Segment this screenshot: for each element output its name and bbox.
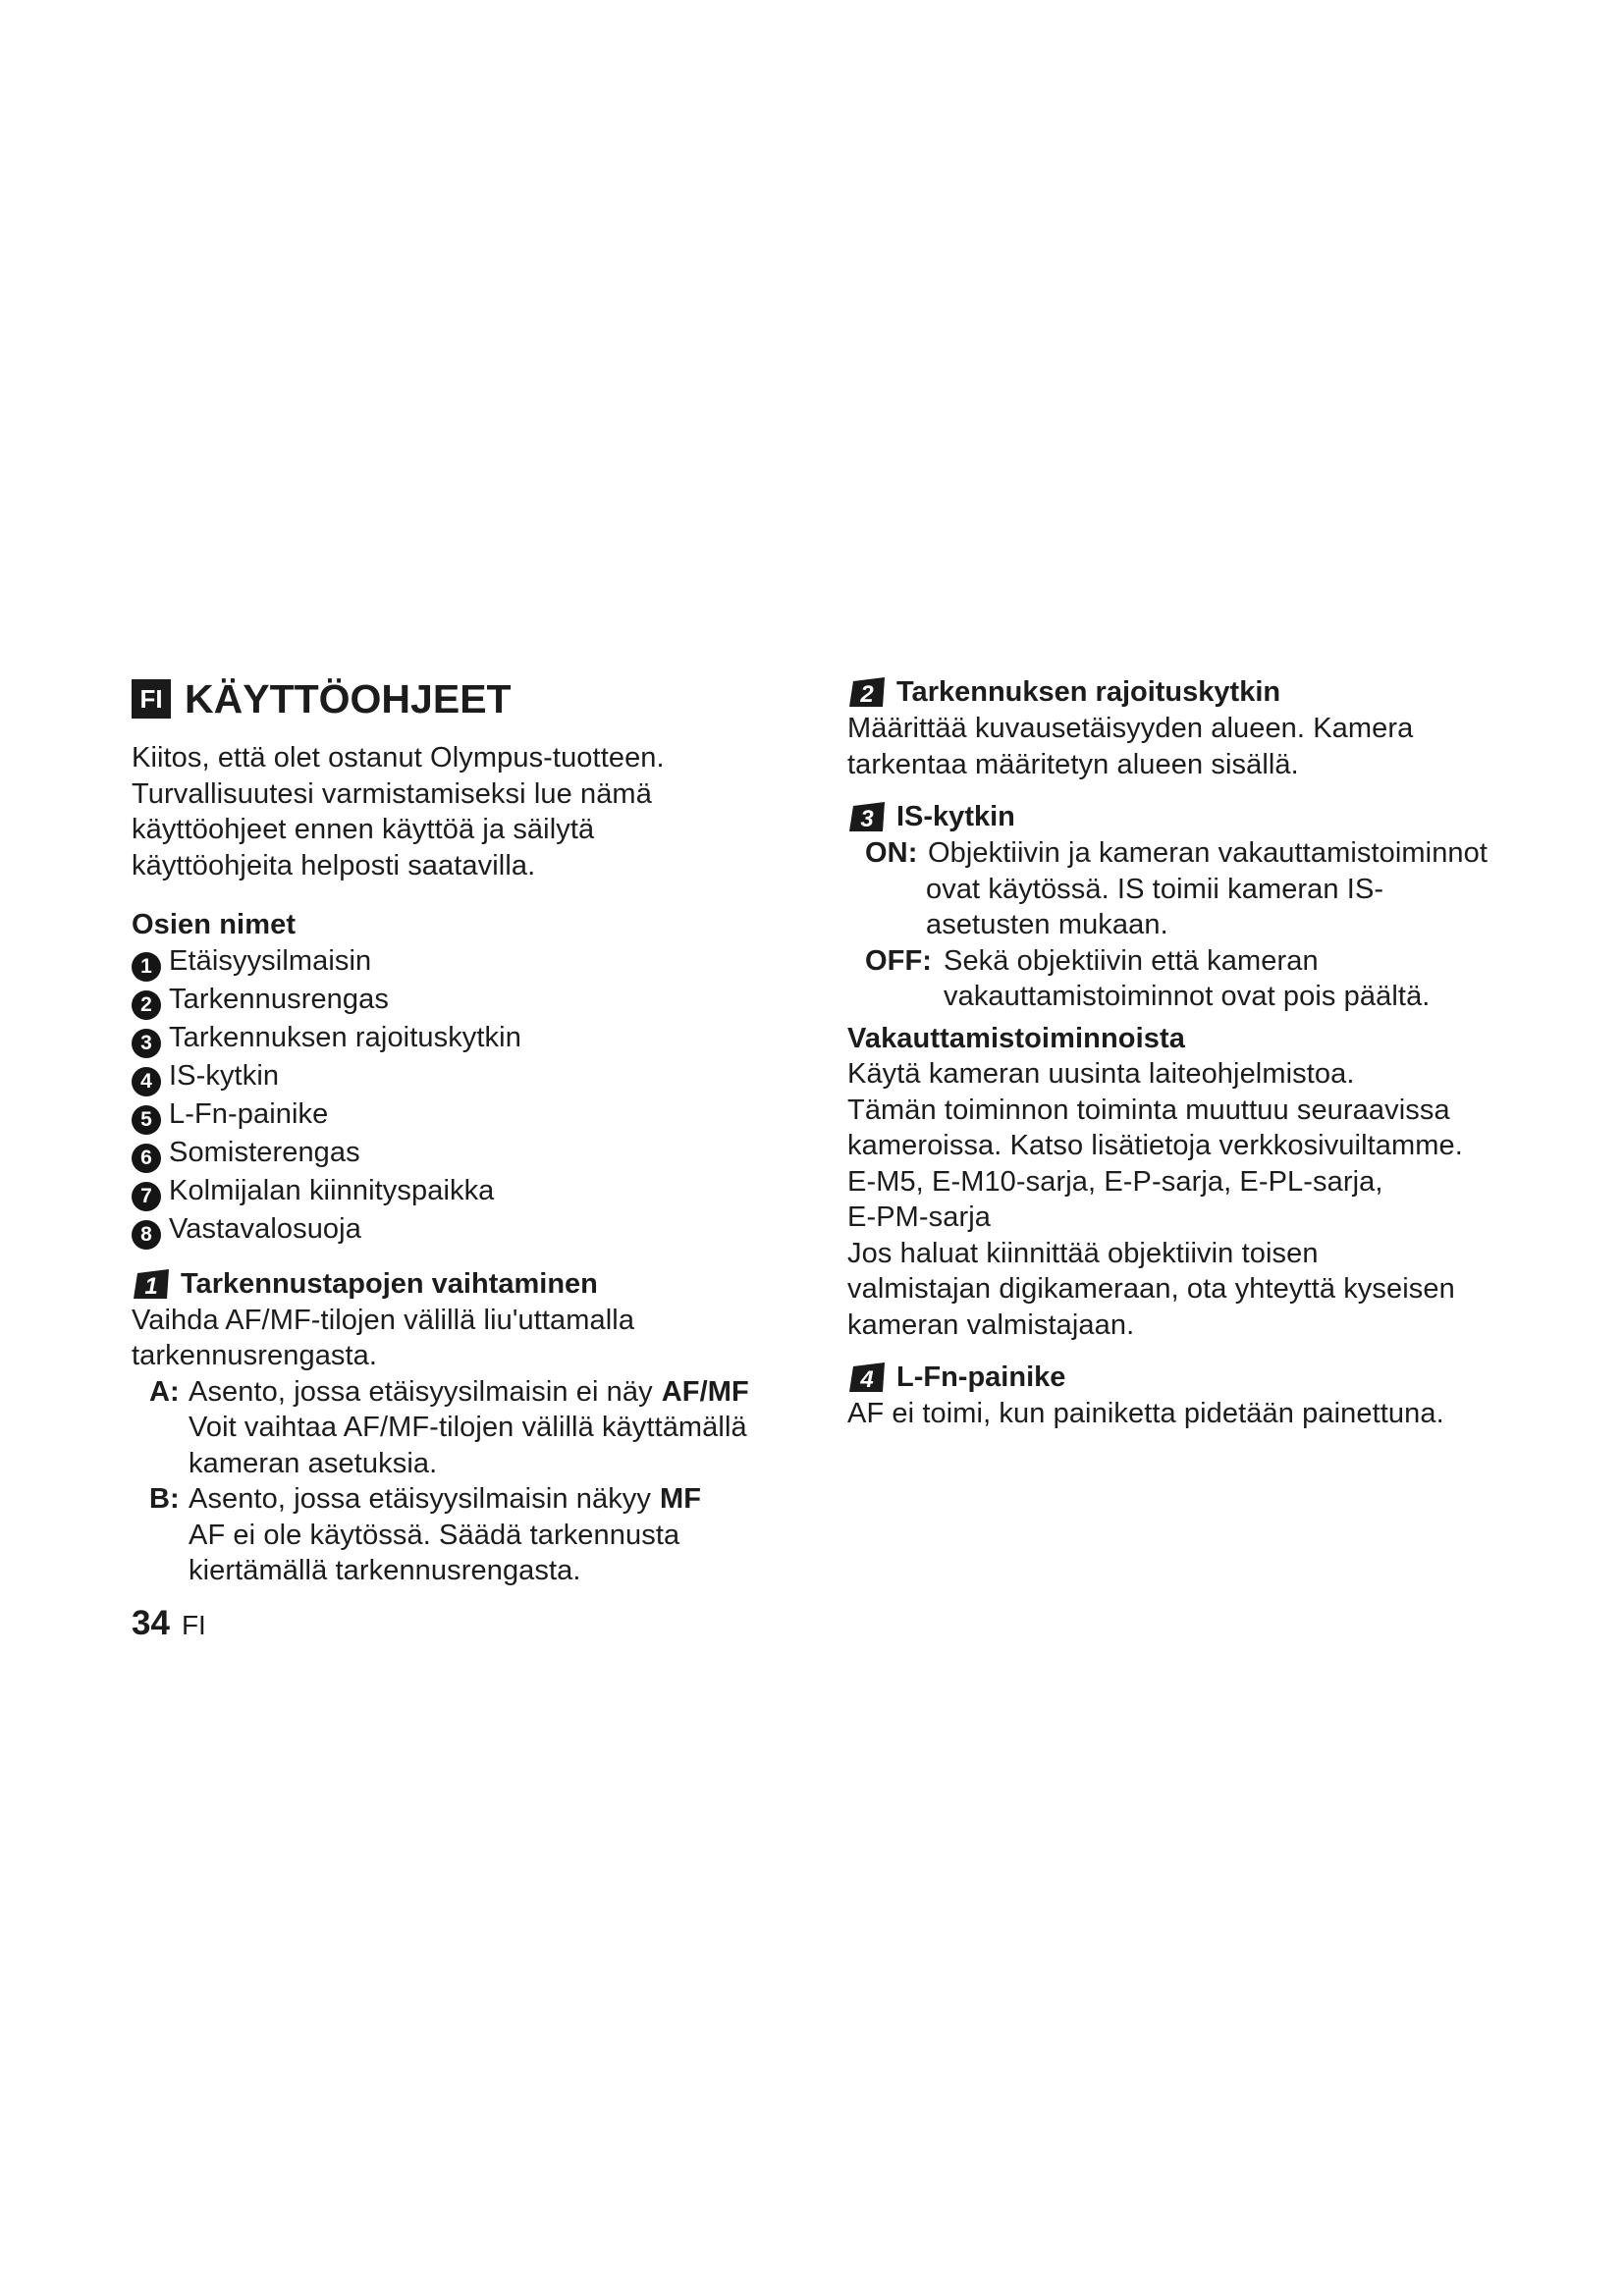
- intro-line: Kiitos, että olet ostanut Olympus-tuotteen.: [132, 742, 665, 774]
- intro-line: Turvallisuutesi varmistamiseksi lue nämä: [132, 777, 652, 810]
- option-off-label: OFF:: [865, 944, 933, 977]
- part-label: Etäisyysilmaisin: [169, 944, 372, 977]
- body-line: kameran valmistajaan.: [847, 1308, 1135, 1341]
- option-off-text: Sekä objektiivin että kameran: [944, 944, 1319, 977]
- option-on-line: asetusten mukaan.: [926, 909, 1168, 940]
- list-item: [132, 1173, 819, 1211]
- option-b-line: AF ei ole käytössä. Säädä tarkennusta: [189, 1519, 680, 1551]
- part-label: Kolmijalan kiinnityspaikka: [169, 1174, 495, 1206]
- number-badge-icon: 4: [132, 1067, 161, 1096]
- option-b-bold: MF: [660, 1483, 702, 1515]
- part-label: Tarkennusrengas: [169, 983, 389, 1015]
- step-number: 1: [144, 1272, 158, 1300]
- list-item: [132, 943, 819, 982]
- step-1-icon: [132, 1267, 171, 1301]
- body-line: Määrittää kuvausetäisyyden alueen. Kamera: [847, 713, 1414, 744]
- option-on-line: ovat käytössä. IS toimii kameran IS-: [926, 873, 1384, 905]
- part-label: IS-kytkin: [169, 1059, 280, 1092]
- body-line: Käytä kameran uusinta laiteohjelmistoa.: [847, 1058, 1355, 1090]
- number-badge-icon: 2: [132, 990, 161, 1020]
- intro-line: käyttöohjeet ennen käyttöä ja säilytä: [132, 814, 595, 845]
- title-text: KÄYTTÖOHJEET: [185, 676, 512, 721]
- option-on-text: Objektiivin ja kameran vakauttamistoiminnot: [928, 837, 1489, 869]
- list-item: [132, 982, 819, 1020]
- option-off-line: vakauttamistoiminnot ovat pois päältä.: [944, 981, 1431, 1012]
- body-line: E-PM-sarja: [847, 1201, 992, 1233]
- left-column: [132, 673, 819, 1589]
- right-column: [847, 673, 1525, 1432]
- part-label: L-Fn-painike: [169, 1097, 329, 1130]
- number-badge-icon: 6: [132, 1144, 161, 1173]
- list-item: [132, 1096, 819, 1135]
- option-a-text: Asento, jossa etäisyysilmaisin ei näy: [189, 1375, 653, 1408]
- step-3-icon: [847, 800, 887, 833]
- section-heading-text: IS-kytkin: [896, 801, 1015, 832]
- option-b-line: kiertämällä tarkennusrengasta.: [189, 1555, 581, 1586]
- option-off: [847, 943, 1525, 980]
- number-badge-icon: 7: [132, 1182, 161, 1211]
- language-code: FI: [181, 1610, 206, 1640]
- body-line: tarkennusrengasta.: [132, 1340, 378, 1371]
- body-line: Jos haluat kiinnittää objektiivin toisen: [847, 1237, 1319, 1269]
- section-heading-is-switch: [847, 798, 1525, 835]
- page-footer: [132, 1604, 206, 1643]
- number-badge-icon: 3: [132, 1029, 161, 1058]
- intro-paragraph: [132, 740, 819, 883]
- option-on: [847, 835, 1525, 872]
- option-a-line: Voit vaihtaa AF/MF-tilojen välillä käyttämällä: [189, 1412, 747, 1443]
- section-heading-focus-limiter: [847, 673, 1525, 711]
- body-line: tarkentaa määritetyn alueen sisällä.: [847, 748, 1299, 780]
- section-heading-focus-mode: [132, 1265, 819, 1303]
- option-on-label: ON:: [865, 837, 918, 869]
- step-2-icon: [847, 675, 887, 709]
- option-b-label: B:: [149, 1483, 180, 1515]
- section-heading-text: Tarkennuksen rajoituskytkin: [896, 676, 1281, 708]
- section-heading-l-fn-button: [847, 1359, 1525, 1396]
- option-a: [132, 1374, 819, 1411]
- list-item: [132, 1135, 819, 1173]
- body-line: E-M5, E-M10-sarja, E-P-sarja, E-PL-sarja,: [847, 1165, 1383, 1198]
- body-line: Vaihda AF/MF-tilojen välillä liu'uttamalla: [132, 1304, 635, 1336]
- part-label: Vastavalosuoja: [169, 1212, 361, 1245]
- parts-heading: Osien nimet: [132, 909, 297, 940]
- page-title: [132, 673, 819, 724]
- stabilization-paragraph: [847, 1056, 1525, 1343]
- option-a-bold: AF/MF: [661, 1375, 749, 1408]
- option-b: [132, 1481, 819, 1518]
- page-number: 34: [132, 1604, 170, 1642]
- step-number: 4: [860, 1366, 874, 1393]
- body-line: Tämän toiminnon toiminta muuttuu seuraavissa: [847, 1094, 1450, 1126]
- number-badge-icon: 8: [132, 1220, 161, 1250]
- number-badge-icon: 1: [132, 952, 161, 982]
- body-line: AF ei toimi, kun painiketta pidetään painettuna.: [847, 1398, 1444, 1429]
- option-a-line: kameran asetuksia.: [189, 1447, 438, 1479]
- option-b-text: Asento, jossa etäisyysilmaisin näkyy: [189, 1483, 652, 1515]
- step-number: 2: [860, 681, 874, 708]
- language-flag-badge: FI: [132, 679, 171, 719]
- parts-list: [132, 943, 819, 1250]
- list-item: [132, 1058, 819, 1096]
- step-number: 3: [860, 806, 874, 832]
- option-a-label: A:: [149, 1375, 180, 1408]
- stabilization-heading: Vakauttamistoiminnoista: [847, 1022, 1185, 1054]
- part-label: Tarkennuksen rajoituskytkin: [169, 1021, 521, 1053]
- body-line: kameroissa. Katso lisätietoja verkkosivuiltamme.: [847, 1130, 1463, 1161]
- number-badge-icon: 5: [132, 1105, 161, 1135]
- list-item: [132, 1211, 819, 1250]
- step-4-icon: [847, 1361, 887, 1394]
- list-item: [132, 1020, 819, 1058]
- section-heading-text: L-Fn-painike: [896, 1362, 1066, 1393]
- part-label: Somisterengas: [169, 1136, 360, 1168]
- intro-line: käyttöohjeita helposti saatavilla.: [132, 849, 536, 881]
- body-line: valmistajan digikameraan, ota yhteyttä kyseisen: [847, 1273, 1455, 1305]
- section-heading-text: Tarkennustapojen vaihtaminen: [181, 1267, 598, 1300]
